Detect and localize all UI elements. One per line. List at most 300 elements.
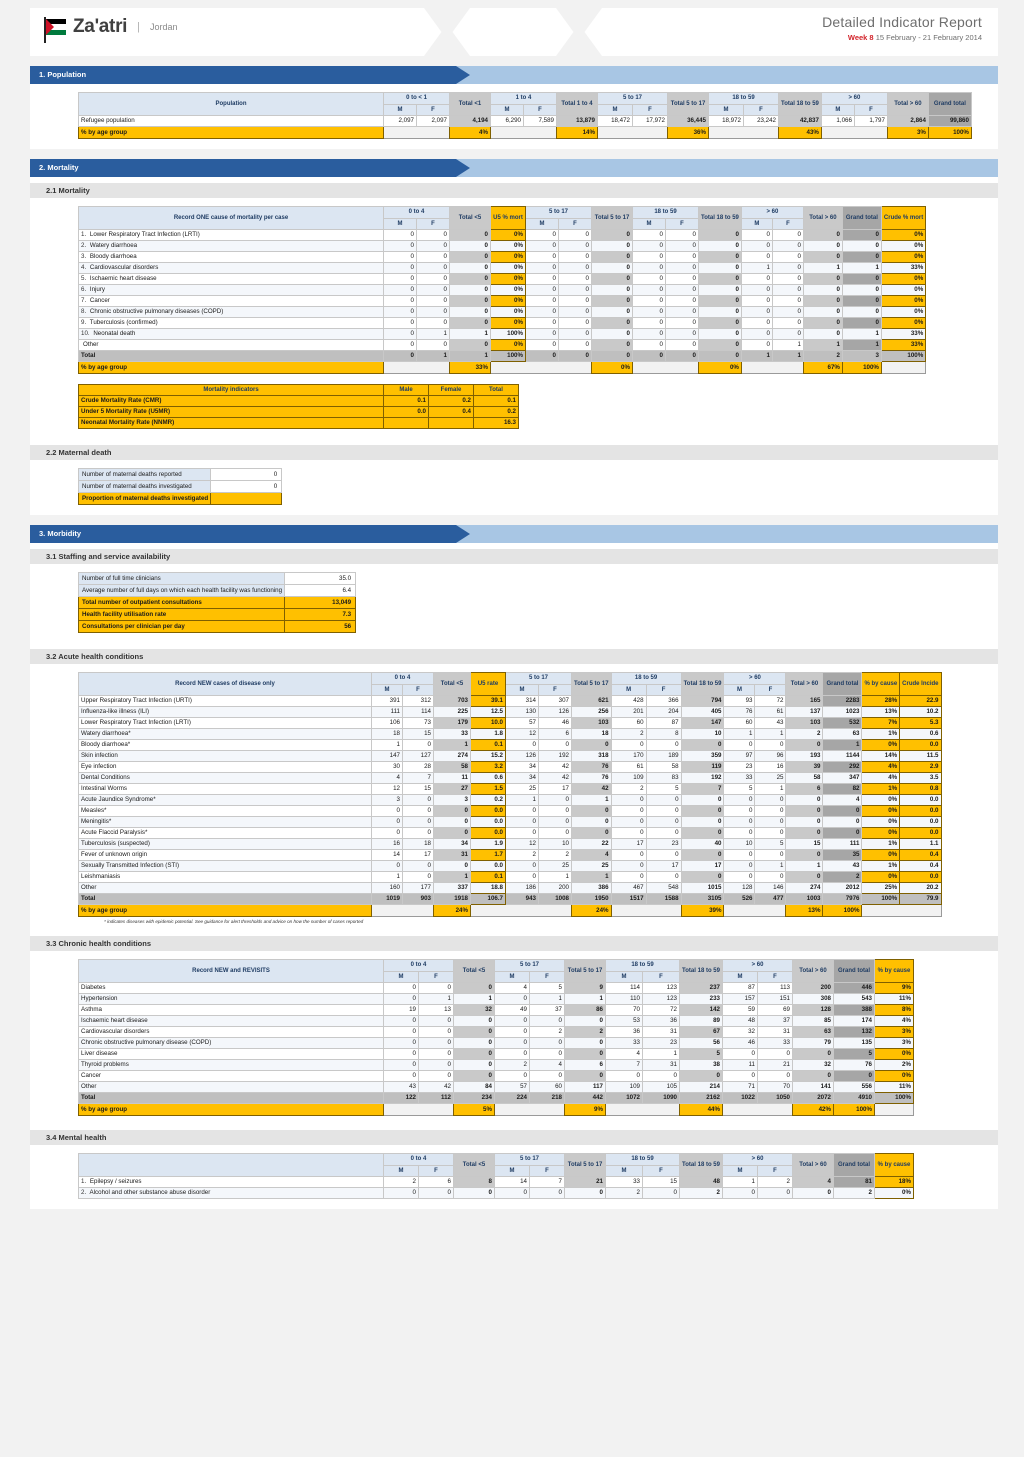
value-cell: 0 bbox=[772, 307, 803, 318]
value-cell: 274 bbox=[786, 883, 823, 894]
chronic-table bbox=[78, 959, 914, 1116]
value-cell: 59 bbox=[723, 1005, 758, 1016]
value-cell: 0 bbox=[633, 329, 666, 340]
subsection-mental: 3.4 Mental health bbox=[30, 1130, 998, 1145]
value-cell: 0 bbox=[724, 806, 755, 817]
value-cell: 0 bbox=[699, 263, 742, 274]
value-cell: 36 bbox=[606, 1027, 643, 1038]
value-cell: 6 bbox=[539, 729, 572, 740]
value-cell: 0% bbox=[881, 296, 925, 307]
value-cell bbox=[633, 362, 666, 374]
col-f: F bbox=[755, 684, 786, 696]
value-cell bbox=[530, 1104, 565, 1116]
value-cell: 386 bbox=[572, 883, 612, 894]
value-cell: 0 bbox=[681, 872, 724, 883]
value-cell: 0% bbox=[862, 850, 900, 861]
value-cell: 2 bbox=[530, 1027, 565, 1038]
col-18to59: 18 to 59 bbox=[633, 207, 699, 219]
value-cell: 0% bbox=[491, 230, 526, 241]
table-row bbox=[79, 784, 942, 795]
value-cell: 5% bbox=[454, 1104, 495, 1116]
value-cell: 6,290 bbox=[491, 116, 524, 127]
value-cell: 16.3 bbox=[474, 418, 519, 429]
value-cell: 0% bbox=[699, 362, 742, 374]
value-cell: 0 bbox=[633, 263, 666, 274]
col-f: F bbox=[530, 1165, 565, 1177]
value-cell: 0 bbox=[741, 230, 772, 241]
col-u5-rate: U5 rate bbox=[471, 673, 506, 696]
value-cell: 0 bbox=[450, 263, 491, 274]
value-cell: 0 bbox=[454, 1038, 495, 1049]
table-row bbox=[79, 850, 942, 861]
mental-table bbox=[78, 1153, 914, 1199]
row-label: Chronic obstructive pulmonary disease (COPD) bbox=[79, 1038, 384, 1049]
col-gt60: > 60 bbox=[723, 960, 793, 972]
value-cell: 42 bbox=[419, 1082, 454, 1093]
col-gt60: > 60 bbox=[723, 1154, 793, 1166]
value-cell: 0 bbox=[681, 740, 724, 751]
value-cell: 31 bbox=[643, 1027, 680, 1038]
value-cell: 0 bbox=[646, 740, 681, 751]
value-cell: 0 bbox=[417, 274, 450, 285]
value-cell: 0.4 bbox=[429, 407, 474, 418]
value-cell: 25 bbox=[755, 773, 786, 784]
value-cell: 100% bbox=[928, 127, 971, 139]
value-cell: 105 bbox=[643, 1082, 680, 1093]
value-cell: 32 bbox=[793, 1060, 834, 1071]
col-m: M bbox=[384, 1165, 419, 1177]
value-cell: 1144 bbox=[823, 751, 862, 762]
table-row bbox=[79, 318, 926, 329]
table-row bbox=[79, 1005, 914, 1016]
report-page bbox=[0, 8, 1024, 1457]
row-label: 10. Neonatal death bbox=[79, 329, 384, 340]
value-cell: 43 bbox=[755, 718, 786, 729]
col-f: F bbox=[539, 684, 572, 696]
value-cell: 0 bbox=[772, 263, 803, 274]
table-row bbox=[79, 983, 914, 994]
value-cell: 1 bbox=[803, 263, 842, 274]
col-f: F bbox=[419, 1165, 454, 1177]
value-cell: 0% bbox=[592, 362, 633, 374]
table-row bbox=[79, 729, 942, 740]
value-cell: 0 bbox=[646, 828, 681, 839]
col-5to17: 5 to 17 bbox=[526, 207, 592, 219]
value-cell: 123 bbox=[643, 983, 680, 994]
value-cell: 292 bbox=[823, 762, 862, 773]
value-cell: 0 bbox=[454, 1188, 495, 1199]
value-cell: 0.0 bbox=[900, 817, 941, 828]
value-cell: 442 bbox=[565, 1093, 606, 1104]
value-cell: 1 bbox=[372, 872, 403, 883]
value-cell: 314 bbox=[506, 696, 539, 707]
value-cell: 1 bbox=[741, 351, 772, 362]
value-cell: 543 bbox=[834, 994, 875, 1005]
value-cell: 174 bbox=[834, 1016, 875, 1027]
table-row bbox=[79, 241, 926, 252]
value-cell: 23 bbox=[643, 1038, 680, 1049]
value-cell: 17 bbox=[403, 850, 434, 861]
value-cell: 97 bbox=[724, 751, 755, 762]
value-cell: 192 bbox=[539, 751, 572, 762]
value-cell: 103 bbox=[572, 718, 612, 729]
col-total-lt5: Total <5 bbox=[450, 207, 491, 230]
value-cell: 28 bbox=[403, 762, 434, 773]
value-cell: 100% bbox=[862, 894, 900, 905]
value-cell: 58 bbox=[434, 762, 471, 773]
value-cell: 23,242 bbox=[744, 116, 779, 127]
row-label: Proportion of maternal deaths investigated bbox=[79, 493, 211, 505]
value-cell: 16 bbox=[372, 839, 403, 850]
value-cell bbox=[643, 1104, 680, 1116]
row-label: Ischaemic heart disease bbox=[79, 1016, 384, 1027]
maternal-table bbox=[78, 468, 282, 505]
value-cell: 2 bbox=[834, 1188, 875, 1199]
value-cell: 111 bbox=[372, 707, 403, 718]
value-cell: 33 bbox=[606, 1177, 643, 1188]
value-cell: 1008 bbox=[539, 894, 572, 905]
mental-panel bbox=[30, 1145, 998, 1209]
value-cell: 0 bbox=[384, 1038, 419, 1049]
value-cell: 0 bbox=[530, 1016, 565, 1027]
value-cell: 0 bbox=[681, 806, 724, 817]
value-cell: 943 bbox=[506, 894, 539, 905]
value-cell: 0 bbox=[450, 296, 491, 307]
value-cell: 0 bbox=[755, 740, 786, 751]
value-cell: 1 bbox=[842, 263, 881, 274]
value-cell: 0 bbox=[495, 1071, 530, 1082]
col-total-18to59: Total 18 to 59 bbox=[680, 960, 723, 983]
value-cell: 67 bbox=[680, 1027, 723, 1038]
value-cell: 526 bbox=[724, 894, 755, 905]
value-cell bbox=[821, 127, 854, 139]
value-cell: 114 bbox=[606, 983, 643, 994]
value-cell: 0 bbox=[572, 817, 612, 828]
value-cell: 1019 bbox=[372, 894, 403, 905]
value-cell: 18.8 bbox=[471, 883, 506, 894]
value-cell: 0 bbox=[666, 252, 699, 263]
country-name: Jordan bbox=[150, 22, 178, 32]
value-cell: 4 bbox=[793, 1177, 834, 1188]
value-cell: 0 bbox=[495, 1188, 530, 1199]
value-cell: 0 bbox=[842, 296, 881, 307]
col-total-gt60: Total > 60 bbox=[803, 207, 842, 230]
value-cell: 0 bbox=[699, 241, 742, 252]
value-cell: 0 bbox=[842, 318, 881, 329]
value-cell: 0 bbox=[419, 1188, 454, 1199]
row-label: Liver disease bbox=[79, 1049, 384, 1060]
value-cell: 0 bbox=[419, 1060, 454, 1071]
table-row bbox=[79, 872, 942, 883]
col-f: F bbox=[559, 218, 592, 230]
value-cell: 2283 bbox=[823, 696, 862, 707]
table-row bbox=[79, 751, 942, 762]
value-cell: 0 bbox=[741, 318, 772, 329]
value-cell: 0 bbox=[741, 296, 772, 307]
page-title: Detailed Indicator Report bbox=[822, 14, 982, 30]
header-notch-left bbox=[424, 8, 470, 56]
value-cell bbox=[372, 905, 403, 917]
value-cell: 0 bbox=[793, 1071, 834, 1082]
value-cell: 0 bbox=[772, 296, 803, 307]
section-label: 3. Morbidity bbox=[39, 529, 82, 538]
value-cell: 2,097 bbox=[417, 116, 450, 127]
col-f: F bbox=[854, 104, 887, 116]
value-cell: 0 bbox=[495, 994, 530, 1005]
value-cell: 11% bbox=[875, 1082, 914, 1093]
value-cell: 135 bbox=[834, 1038, 875, 1049]
value-cell: 225 bbox=[434, 707, 471, 718]
table-row bbox=[79, 883, 942, 894]
value-cell: 1,066 bbox=[821, 116, 854, 127]
value-cell: 151 bbox=[758, 994, 793, 1005]
value-cell: 10.0 bbox=[471, 718, 506, 729]
value-cell: 12 bbox=[506, 729, 539, 740]
value-cell: 0 bbox=[526, 241, 559, 252]
value-cell: 0 bbox=[372, 817, 403, 828]
value-cell bbox=[611, 905, 646, 917]
value-cell: 0 bbox=[646, 806, 681, 817]
value-cell: 0 bbox=[724, 861, 755, 872]
total-row bbox=[79, 894, 942, 905]
value-cell: 3.2 bbox=[471, 762, 506, 773]
value-cell: 32 bbox=[723, 1027, 758, 1038]
value-cell: 11 bbox=[434, 773, 471, 784]
value-cell: 0 bbox=[633, 241, 666, 252]
value-cell: 0 bbox=[758, 1071, 793, 1082]
table-row bbox=[79, 1027, 914, 1038]
value-cell: 0 bbox=[699, 340, 742, 351]
value-cell: 0.2 bbox=[429, 396, 474, 407]
col-f: F bbox=[417, 104, 450, 116]
value-cell: 0 bbox=[384, 1188, 419, 1199]
value-cell: 0 bbox=[724, 740, 755, 751]
value-cell: 18 bbox=[372, 729, 403, 740]
value-cell: 0.8 bbox=[900, 784, 941, 795]
value-cell: 7 bbox=[681, 784, 724, 795]
value-cell: 0% bbox=[881, 252, 925, 263]
value-cell: 63 bbox=[793, 1027, 834, 1038]
value-cell: 34 bbox=[506, 762, 539, 773]
value-cell: 0 bbox=[495, 1027, 530, 1038]
value-cell: 4% bbox=[450, 127, 491, 139]
col-m: M bbox=[633, 218, 666, 230]
row-label: Number of maternal deaths reported bbox=[79, 469, 211, 481]
value-cell: 1 bbox=[724, 729, 755, 740]
value-cell: 76 bbox=[724, 707, 755, 718]
value-cell: 7976 bbox=[823, 894, 862, 905]
value-cell: 160 bbox=[372, 883, 403, 894]
mental-body bbox=[79, 1177, 914, 1199]
value-cell: 2 bbox=[786, 729, 823, 740]
value-cell: 2 bbox=[823, 872, 862, 883]
value-cell: 127 bbox=[403, 751, 434, 762]
value-cell: 93 bbox=[724, 696, 755, 707]
value-cell: 274 bbox=[434, 751, 471, 762]
subsection-acute: 3.2 Acute health conditions bbox=[30, 649, 998, 664]
col-total-5to17: Total 5 to 17 bbox=[668, 93, 709, 116]
value-cell: 37 bbox=[530, 1005, 565, 1016]
value-cell: 4910 bbox=[834, 1093, 875, 1104]
value-cell: 1517 bbox=[611, 894, 646, 905]
col-gt60: > 60 bbox=[821, 93, 887, 105]
value-cell: 11.5 bbox=[900, 751, 941, 762]
value-cell: 0 bbox=[559, 340, 592, 351]
value-cell: 1 bbox=[417, 351, 450, 362]
value-cell: 0% bbox=[491, 307, 526, 318]
col-f: F bbox=[758, 1165, 793, 1177]
col-0to4: 0 to 4 bbox=[384, 207, 450, 219]
value-cell: 0 bbox=[699, 274, 742, 285]
value-cell: 2 bbox=[611, 784, 646, 795]
value-cell bbox=[862, 905, 900, 917]
value-cell: 0 bbox=[419, 1071, 454, 1082]
col-0to4: 0 to 4 bbox=[372, 673, 434, 685]
value-cell: 109 bbox=[606, 1082, 643, 1093]
value-cell: 0 bbox=[454, 1071, 495, 1082]
value-cell: 1918 bbox=[434, 894, 471, 905]
col-f: F bbox=[417, 218, 450, 230]
value-cell: 177 bbox=[403, 883, 434, 894]
table-row bbox=[79, 806, 942, 817]
value-cell: 119 bbox=[681, 762, 724, 773]
value-cell: 0 bbox=[559, 241, 592, 252]
value-cell: 0 bbox=[559, 329, 592, 340]
table-row bbox=[79, 1071, 914, 1082]
col-total-18to59: Total 18 to 59 bbox=[681, 673, 724, 696]
value-cell: 141 bbox=[793, 1082, 834, 1093]
value-cell: 89 bbox=[680, 1016, 723, 1027]
value-cell: 0 bbox=[539, 806, 572, 817]
value-cell: 72 bbox=[643, 1005, 680, 1016]
value-cell: 0 bbox=[526, 274, 559, 285]
value-cell: 128 bbox=[724, 883, 755, 894]
value-cell: 142 bbox=[680, 1005, 723, 1016]
row-label: Thyroid problems bbox=[79, 1060, 384, 1071]
value-cell: 130 bbox=[506, 707, 539, 718]
value-cell: 0.1 bbox=[471, 740, 506, 751]
value-cell: 0 bbox=[772, 318, 803, 329]
value-cell: 2162 bbox=[680, 1093, 723, 1104]
value-cell: 0 bbox=[419, 983, 454, 994]
table-row bbox=[79, 718, 942, 729]
value-cell: 56 bbox=[285, 621, 356, 633]
value-cell: 17,972 bbox=[633, 116, 668, 127]
value-cell: 0 bbox=[572, 828, 612, 839]
value-cell: 0 bbox=[755, 795, 786, 806]
row-label: Cancer bbox=[79, 1071, 384, 1082]
value-cell: 0 bbox=[559, 285, 592, 296]
value-cell: 0.0 bbox=[471, 861, 506, 872]
value-cell: 36,445 bbox=[668, 116, 709, 127]
value-cell: 0 bbox=[758, 1049, 793, 1060]
value-cell: 0 bbox=[772, 252, 803, 263]
value-cell: 0 bbox=[786, 872, 823, 883]
value-cell: 0 bbox=[417, 252, 450, 263]
value-cell: 0 bbox=[419, 1038, 454, 1049]
value-cell: 18 bbox=[572, 729, 612, 740]
value-cell: 76 bbox=[572, 762, 612, 773]
table-row bbox=[79, 707, 942, 718]
value-cell: 359 bbox=[681, 751, 724, 762]
value-cell: 34 bbox=[434, 839, 471, 850]
table-row bbox=[79, 1188, 914, 1199]
col-f: F bbox=[646, 684, 681, 696]
col-total-18to59: Total 18 to 59 bbox=[779, 93, 822, 116]
value-cell: 446 bbox=[834, 983, 875, 994]
value-cell: 0 bbox=[646, 795, 681, 806]
value-cell: 0 bbox=[592, 351, 633, 362]
value-cell: 1% bbox=[862, 729, 900, 740]
value-cell: 4 bbox=[606, 1049, 643, 1060]
row-label: Dental Conditions bbox=[79, 773, 372, 784]
value-cell: 1 bbox=[643, 1049, 680, 1060]
row-label: Refugee population bbox=[79, 116, 384, 127]
table-row bbox=[79, 861, 942, 872]
col-mental-condition bbox=[79, 1154, 384, 1177]
value-cell: 3 bbox=[372, 795, 403, 806]
value-cell: 214 bbox=[680, 1082, 723, 1093]
value-cell: 8 bbox=[646, 729, 681, 740]
value-cell: 532 bbox=[823, 718, 862, 729]
value-cell: 0 bbox=[681, 828, 724, 839]
value-cell: 0 bbox=[834, 1071, 875, 1082]
value-cell: 0 bbox=[384, 1027, 419, 1038]
row-label: Average number of full days on which each health facility was functioning bbox=[79, 585, 285, 597]
col-mortality-cause: Record ONE cause of mortality per case bbox=[79, 207, 384, 230]
value-cell: 71 bbox=[723, 1082, 758, 1093]
value-cell: 0 bbox=[666, 296, 699, 307]
value-cell: 0 bbox=[842, 274, 881, 285]
col-m: M bbox=[606, 971, 643, 983]
value-cell: 100% bbox=[491, 351, 526, 362]
value-cell: 0 bbox=[506, 861, 539, 872]
value-cell bbox=[384, 362, 417, 374]
value-cell: 13% bbox=[786, 905, 823, 917]
value-cell: 0.6 bbox=[471, 773, 506, 784]
value-cell: 0% bbox=[491, 274, 526, 285]
value-cell: 256 bbox=[572, 707, 612, 718]
col-total-lt5: Total <5 bbox=[434, 673, 471, 696]
value-cell: 0 bbox=[699, 307, 742, 318]
row-label: Sexually Transmitted Infection (STI) bbox=[79, 861, 372, 872]
value-cell: 0 bbox=[666, 230, 699, 241]
col-pct-by-cause: % by cause bbox=[875, 1154, 914, 1177]
value-cell: 3 bbox=[434, 795, 471, 806]
value-cell: 0 bbox=[403, 861, 434, 872]
value-cell: 4,194 bbox=[450, 116, 491, 127]
value-cell: 0% bbox=[491, 263, 526, 274]
value-cell: 0 bbox=[592, 307, 633, 318]
value-cell: 0 bbox=[526, 252, 559, 263]
value-cell: 1 bbox=[755, 861, 786, 872]
value-cell: 0 bbox=[526, 263, 559, 274]
value-cell: 0 bbox=[572, 740, 612, 751]
value-cell: 49 bbox=[495, 1005, 530, 1016]
value-cell: 1 bbox=[539, 872, 572, 883]
row-label: % by age group bbox=[79, 362, 384, 374]
col-m: M bbox=[384, 971, 419, 983]
value-cell: 0% bbox=[491, 252, 526, 263]
table-row bbox=[79, 1016, 914, 1027]
value-cell: 0 bbox=[559, 296, 592, 307]
value-cell: 23 bbox=[724, 762, 755, 773]
value-cell: 33 bbox=[758, 1038, 793, 1049]
value-cell: 0 bbox=[403, 872, 434, 883]
value-cell: 1003 bbox=[786, 894, 823, 905]
value-cell: 0 bbox=[592, 340, 633, 351]
table-row bbox=[79, 481, 282, 493]
